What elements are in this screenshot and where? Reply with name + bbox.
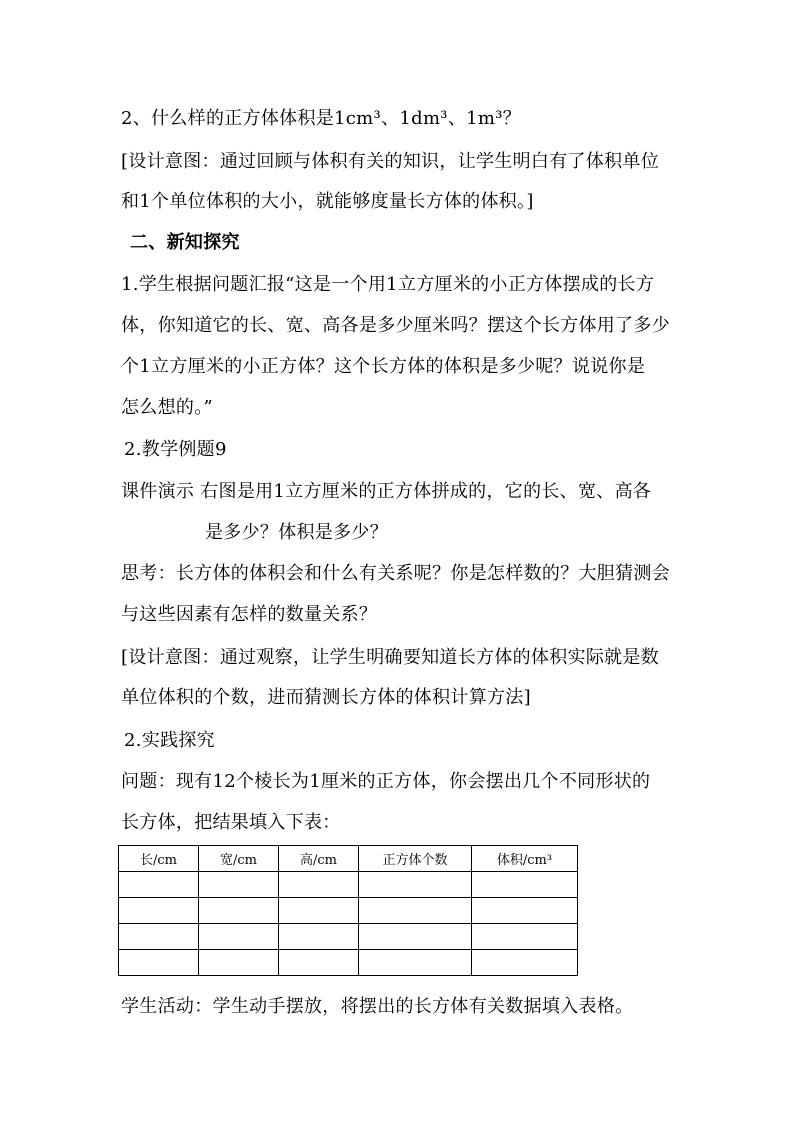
table-cell	[472, 950, 578, 976]
question-2: 2、什么样的正方体体积是1cm³、1dm³、1m³？	[121, 108, 522, 129]
paragraph-1-line-3: 个1立方厘米的小正方体？这个长方体的体积是多少呢？说说你是	[121, 356, 646, 377]
table-cell	[119, 950, 199, 976]
table-cell	[359, 924, 472, 950]
design-intent-2-line-2: 单位体积的个数，进而猜测长方体的体积计算方法]	[121, 687, 531, 708]
table-cell	[199, 924, 279, 950]
courseware-line-2: 是多少？体积是多少？	[205, 522, 388, 543]
header-width: 宽/cm	[199, 846, 279, 872]
table-header-row	[119, 846, 578, 872]
table-cell	[119, 898, 199, 924]
table-row	[119, 872, 578, 898]
paragraph-1-line-4: 怎么想的。”	[121, 397, 214, 418]
header-volume: 体积/cm³	[472, 846, 578, 872]
subheading-practice: 2.实践探究	[124, 730, 215, 751]
header-cube-count: 正方体个数	[359, 846, 472, 872]
problem-line-2: 长方体，把结果填入下表：	[121, 812, 341, 833]
thinking-line-2: 与这些因素有怎样的数量关系？	[121, 604, 378, 625]
table-row	[119, 950, 578, 976]
results-table	[118, 845, 578, 976]
problem-line-1: 问题：现有12个棱长为1厘米的正方体，你会摆出几个不同形状的	[121, 771, 651, 792]
table-cell	[279, 950, 359, 976]
design-intent-1-line-2: 和1个单位体积的大小，就能够度量长方体的体积。]	[121, 191, 534, 212]
table-cell	[199, 950, 279, 976]
table-cell	[199, 872, 279, 898]
student-activity: 学生活动：学生动手摆放，将摆出的长方体有关数据填入表格。	[121, 996, 634, 1017]
table-cell	[199, 898, 279, 924]
table-cell	[119, 924, 199, 950]
table-cell	[359, 950, 472, 976]
table-cell	[279, 898, 359, 924]
table-cell	[359, 898, 472, 924]
table-cell	[119, 872, 199, 898]
design-intent-1-line-1: [设计意图：通过回顾与体积有关的知识，让学生明白有了体积单位	[121, 151, 660, 172]
header-height: 高/cm	[279, 846, 359, 872]
section-heading: 二、新知探究	[130, 232, 240, 253]
table-cell	[472, 872, 578, 898]
paragraph-1-line-1: 1.学生根据问题汇报“这是一个用1立方厘米的小正方体摆成的长方	[121, 274, 655, 295]
subheading-example-9: 2.教学例题9	[124, 439, 227, 460]
table-cell	[279, 872, 359, 898]
table-cell	[359, 872, 472, 898]
design-intent-2-line-1: [设计意图：通过观察，让学生明确要知道长方体的体积实际就是数	[121, 647, 660, 668]
table-cell	[472, 924, 578, 950]
table-cell	[279, 924, 359, 950]
table-cell	[472, 898, 578, 924]
courseware-line-1: 课件演示 右图是用1立方厘米的正方体拼成的，它的长、宽、高各	[121, 481, 652, 502]
header-length: 长/cm	[119, 846, 199, 872]
table-row	[119, 924, 578, 950]
thinking-line-1: 思考：长方体的体积会和什么有关系呢？你是怎样数的？大胆猜测会	[121, 563, 670, 584]
table-row	[119, 898, 578, 924]
paragraph-1-line-2: 体，你知道它的长、宽、高各是多少厘米吗？摆这个长方体用了多少	[121, 315, 670, 336]
